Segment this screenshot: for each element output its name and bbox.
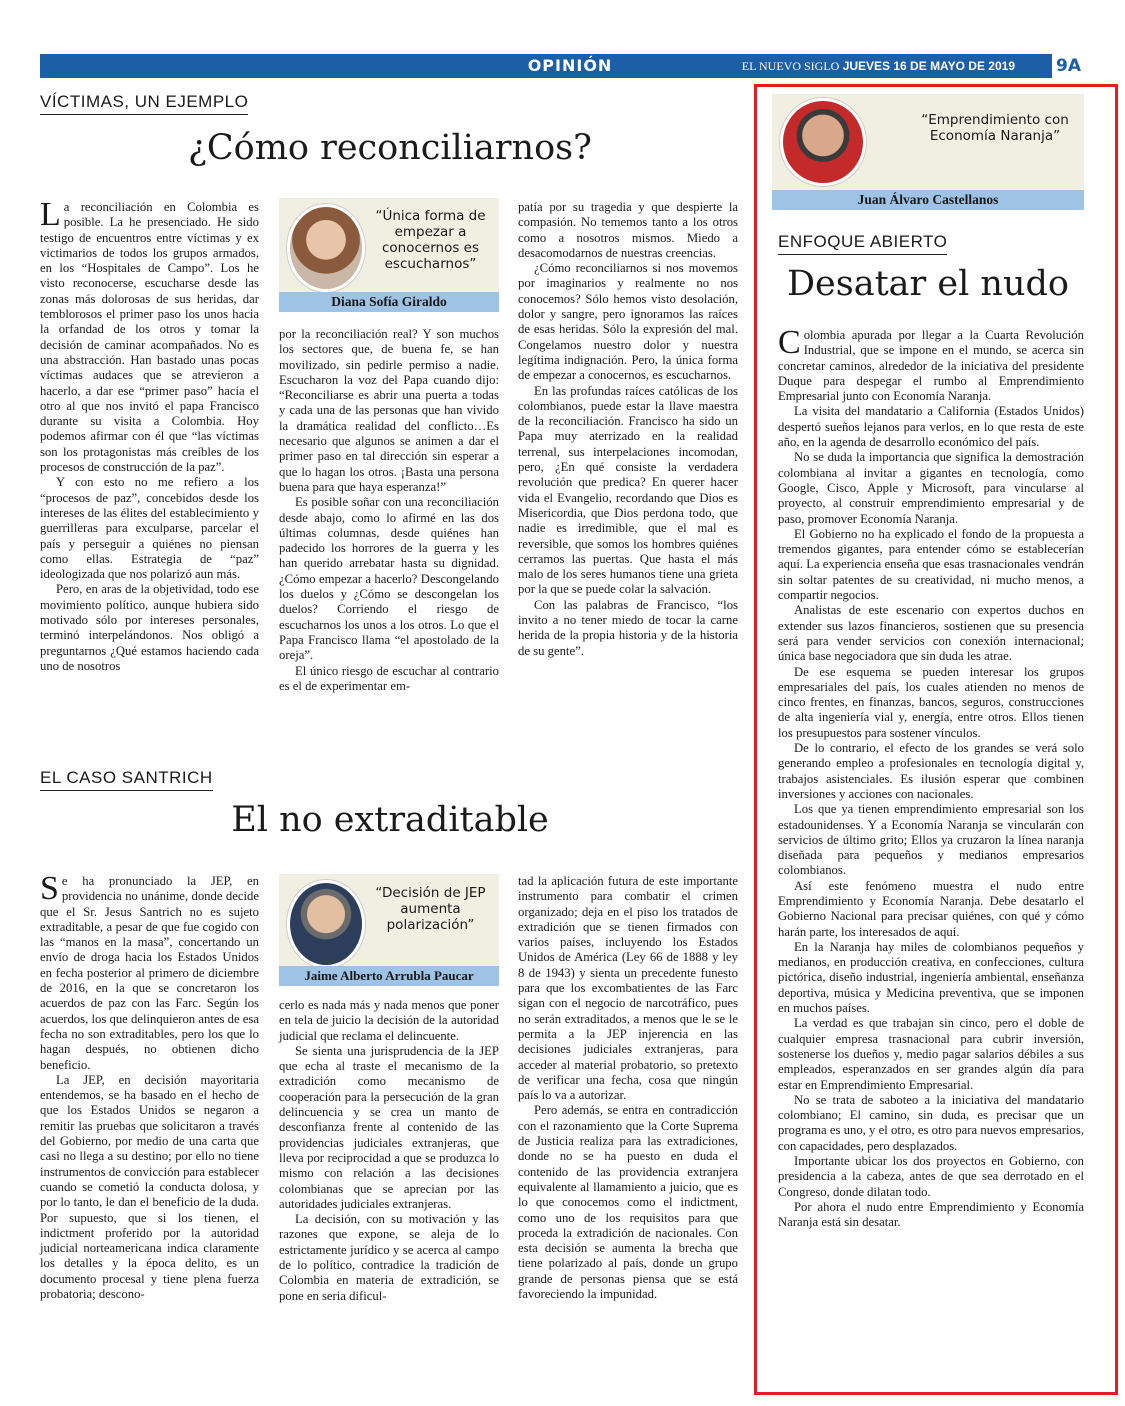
article1-col2: por la reconciliación real? Y son muchos los sectores que, de buena fe, se han movilizado, sin pedirle permiso a nadie. Escucharon la voz del Papa cuando dijo: “Reconciliarse es abrir una puerta a todas y cada una de las personas que han vivido la dramática realidad del conflicto…Es necesario que algunos se animen a dar el primer paso en tal dirección sin esperar a que lo hagan los otros. ¡Basta una persona buena para que haya esperanza!” Es posible soñar con una reconciliación desde abajo, como lo afirmé en las dos últimas columnas, desde quiénes han padecido los horrores de la guerra y les han querido arrebatar hasta su dignidad. ¿Cómo empezar a hacerlo? Descongelando los duelos y ¿Cómo se descongelan los duelos? Corriendo el riesgo de escucharnos los unos a los otros. Lo que el Papa Francisco llama “el apostolado de la oreja”. El único riesgo de escuchar al contrario es el de experimentar em-: [279, 327, 499, 693]
dropcap: S: [40, 870, 59, 907]
article3-kicker: ENFOQUE ABIERTO: [778, 232, 947, 255]
issue-date: JUEVES 16 DE MAYO DE 2019: [842, 59, 1015, 73]
article1-col1: La reconciliación en Colombia es posible. La he presenciado. He sido testigo de encuentros entre víctimas y ex victimarios de todos los grupos armados, en los “Hospitales de Campo”. Los he visto reconocerse, escucharse desde las zonas más dolorosas de sus heridas, dar temblorosos el primer paso los unos hacia la orfandad de los otros y tomar la decisión de caminar acompañados. No es una abstracción. Han bastado unas pocas víctimas audaces que se atrevieron a hacerlo, a dar ese “primer paso” hacia el otro al que nos invitó el papa Francisco durante su visita a Colombia. Hoy podemos afirmar con él que “las víctimas son los protagonistas más creíbles de los procesos de construcción de la paz”. Y con esto no me refiero a los “procesos de paz”, concebidos desde los intereses de las élites del establecimiento y guerrilleras para exculparse, parcelar el país y perseguir a quiénes no piensan como ellas. Estrategia de “paz” ideologizada que nos polarizó aun más. Pero, en aras de la objetividad, todo ese movimiento político, aunque hubiera sido motivado sólo por intereses personales, terminó interpelándonos. Nos obligó a preguntarnos ¿Qué estamos haciendo cada uno de nosotros: [40, 196, 259, 673]
article3-author: Juan Álvaro Castellanos: [772, 190, 1084, 210]
article2-author: Jaime Alberto Arrubla Paucar: [279, 966, 499, 986]
dropcap: C: [778, 324, 801, 361]
article1-title: ¿Cómo reconciliarnos?: [188, 128, 592, 168]
article1-pullquote: “Única forma de empezar a conocernos es escucharnos”: [375, 208, 486, 272]
article1-col3: patía por su tragedia y que despierte la compasión. No tememos tanto a los otros como a nosotros mismos. Miedo a desacomodarnos de nuestras creencias. ¿Cómo reconciliarnos si nos movemos por imaginarios y realmente no nos conocemos? Sólo hemos visto desolación, dolor y sangre, pero ignoramos las raíces de esas heridas. Sólo la expresión del mal. Congelamos nuestro dolor y nuestra legítima indignación. Pero, la única forma de empezar a conocernos, es escucharnos. En las profundas raíces católicas de los colombianos, puede estar la llave maestra de la reconciliación. Francisco ha sido un Papa muy aterrizado en la realidad terrenal, sus interpelaciones incomodan, pero, ¿En qué consiste la verdadera revolución que predica? En querer hacer vida el Evangelio, recordando que Dios es Misericordia, que Dios perdona todo, que nadie es irredimible, que el mal es reversible, que somos los hombres quiénes cerramos las puertas. Que hasta el más malo de los seres humanos tiene una grieta por la que se puede colar la salvación. Con las palabras de Francisco, “los invito a no tener miedo de tocar la carne herida de la propia historia y de la historia de su gente”.: [518, 200, 738, 658]
article2-col2: cerlo es nada más y nada menos que poner en tela de juicio la decisión de la autoridad judicial que reclama el delincuente. Se sienta una jurisprudencia de la JEP que echa al traste el mecanismo de la extradición como mecanismo de cooperación para la persecución de la gran delincuencia y se crea un manto de desconfianza frente al contenido de las providencias judiciales extranjeras, que lleva por reciprocidad a que se produzca lo mismo con relación a las decisiones colombianas que se aprecian por las autoridades judiciales extranjeras. La decisión, con su motivación y las razones que expone, se aleja de lo estrictamente jurídico y se acerca al campo de lo político, contradice la tradición de Colombia en materia de extradición, se pone en seria dificul-: [279, 998, 499, 1303]
article2-title: El no extraditable: [231, 800, 549, 840]
article3-pullquote: “Emprendimiento con Economía Naranja”: [921, 112, 1069, 144]
article2-kicker: EL CASO SANTRICH: [40, 768, 213, 791]
author-photo-icon: [780, 98, 866, 186]
author-photo-icon: [287, 880, 365, 968]
article3-body: Colombia apurada por llegar a la Cuarta Revolución Industrial, que se impone en el mundo, se acerca sin concretar caminos, alrededor de la iniciativa del presidente Duque para despegar el rumbo al Emprendimiento Empresarial junto con Economía Naranja. La visita del mandatario a California (Estados Unidos) despertó sueños lejanos para verlos, en lo que resta de este año, en la agenda de desarrollo económico del país. No se duda la importancia que significa la demostración colombiana al invitar a gigantes en tecnología, como Google, Cisco, Apple y Microsoft, para vincularse al proyecto, al construir emprendimiento empresarial y de paso, promover Economía Naranja. El Gobierno no ha explicado el fondo de la propuesta a tremendos gigantes, para entender cómo se establecerían aquí. La experiencia enseña que esas trasnacionales vendrán sin soltar patentes de su creatividad, ni mucho menos, a compartir negocios. Analistas de este escenario con expertos duchos en extender sus lazos financieros, sostienen que su presencia será para vender servicios con conexión internacional; única base negociadora que sin duda les atrae. De ese esquema se pueden interesar los grupos empresariales del país, los cuales atienden no menos de cinco frentes, en finanzas, bancos, seguros, construcciones de alta ingeniería vial y, energía, entre otros. Ellos tienen los presupuestos para sostener vínculos. De lo contrario, el efecto de los grandes se verá solo generando empleo a profesionales en tecnología digital y, trabajos asistenciales. Es ilusión esperar que combinen inversiones y acciones con nacionales. Los que ya tienen emprendimiento empresarial son los estadounidenses. Y a Economía Naranja se vincularán con servicios de último grito; Ellos ya cruzaron la línea naranja diseñada para pequeños y medianos empresarios colombianos. Así este fenómeno muestra el nudo entre Emprendimiento y Economía Naranja. Debe desatarlo el Gobierno Nacional para precisar quiénes, con qué y cómo harán parte, los interesados de aquí. En la Naranja hay miles de colombianos pequeños y medianos, en producción creativa, en confecciones, cultura pictórica, diseño industrial, ingeniería ambiental, enseñanza deportiva, música y Medicina preventiva, que se imponen en muchos países. La verdad es que trabajan sin cinco, pero el doble de cualquier empresa trasnacional para cubrir inversión, sostenerse los dueños y, medio pagar salarios débiles a sus empleados, esperanzados en ser grandes algún día para estar en Emprendimiento Empresarial. No se trata de saboteo a la iniciativa del mandatario colombiano; El camino, sin duda, es precisar que un programa es uno, y el otro, es otro para nuevos empresarios, con capacidades, pero desplazados. Importante ubicar los dos proyectos en Gobierno, con presidencia a la cabeza, antes de que sea derrotado en el Congreso, donde dilatan todo. Por ahora el nudo entre Emprendimiento y Economía Naranja está sin desatar.: [778, 324, 1084, 1230]
dateline: [742, 56, 1015, 76]
article1-kicker: VÍCTIMAS, UN EJEMPLO: [40, 92, 248, 115]
page-number: 9A: [1052, 54, 1085, 78]
author-photo-icon: [287, 204, 365, 292]
article2-col1: Se ha pronunciado la JEP, en providencia no unánime, donde decide que el Sr. Jesus Santrich no es sujeto extraditable, a pesar de que fue cogido con las “manos en la masa”, concertando un envío de droga hacia los Estados Unidos en fecha posterior al primero de diciembre de 2016, en la que se concretaron los acuerdos de paz con las Farc. Según los acuerdos, los que delinquieron antes de esa fecha no son extraditables, pero los que lo hagan después, no obtienen dicho beneficio. La JEP, en decisión mayoritaria entendemos, se ha basado en el hecho de que los Estados Unidos se negaron a remitir las pruebas que solicitaron a través del Gobierno, por medio de una carta que casi no llega a su destino; por ello no tiene instrumentos de convicción para establecer cuando se cometió la conducta dolosa, y por lo tanto, le dan el beneficio de la duda. Por supuesto, que si los tienen, el indictment proferido por la autoridad judicial norteamericana indica claramente los detalles y la época delito, es un documento procesal y tiene plena fuerza probatoria; descono-: [40, 870, 259, 1302]
article1-author: Diana Sofía Giraldo: [279, 292, 499, 312]
article3-title: Desatar el nudo: [787, 264, 1069, 304]
article2-pullquote: “Decisión de JEP aumenta polarización”: [375, 885, 486, 933]
article2-col3: tad la aplicación futura de este importante instrumento para combatir el crimen organizado; deja en el piso los tratados de extradición que se tienen firmados con varios países, incluyendo los Estados Unidos de América (Ley 66 de 1888 y ley 8 de 1943) y sienta un precedente funesto para que los excombatientes de las Farc sigan con el negocio de narcotráfico, pues no serán extraditados, a menos que le se le permita a la JEP injerencia en las decisiones judiciales extranjeras, para acceder al material probatorio, so pretexto de verificar una fecha, cosa que ningún país lo va a autorizar. Pero además, se entra en contradicción con el razonamiento que la Corte Suprema de Justicia realiza para las extradiciones, donde no se ha puesto en duda el contenido de las providencia extranjera equivalente al llamamiento a juicio, que es lo que conocemos como el indictment, como uno de los requisitos para que proceda la extradición de nacionales. Con esta decisión se aumenta la brecha que tiene polarizado al país, donde un grupo grande de personas piensa que se está favoreciendo la impunidad.: [518, 874, 738, 1302]
section-name: OPINIÓN: [527, 56, 613, 75]
paper-name: EL NUEVO SIGLO: [741, 59, 840, 73]
dropcap: L: [40, 196, 61, 233]
